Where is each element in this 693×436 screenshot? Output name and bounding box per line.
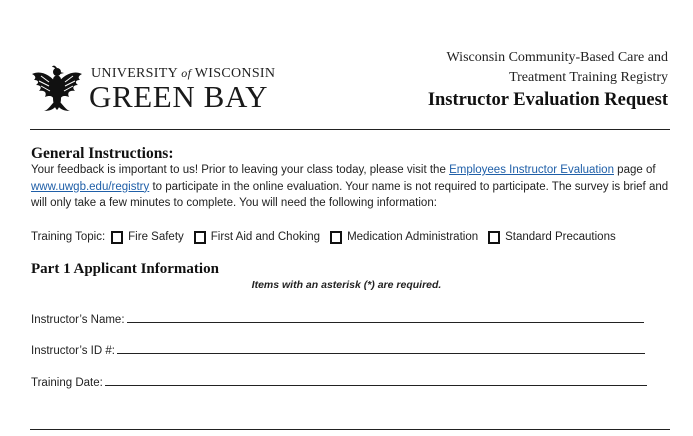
instructor-id-input[interactable] [117, 353, 645, 354]
logo-campus-name: GREEN BAY [89, 79, 269, 114]
part1-heading: Part 1 Applicant Information [31, 261, 219, 277]
instructor-name-field [31, 310, 644, 326]
checkbox-fire-safety[interactable] [111, 231, 123, 244]
topic-label-standard-precautions: Standard Precautions [505, 231, 616, 243]
phoenix-icon [30, 64, 84, 112]
general-instructions-heading: General Instructions: [31, 145, 174, 162]
header-line-1: Wisconsin Community-Based Care and [446, 50, 668, 65]
topic-fire-safety[interactable] [111, 231, 184, 244]
checkbox-standard-precautions[interactable] [488, 231, 500, 244]
instructor-name-label: Instructor’s Name: [31, 314, 125, 326]
topic-medication[interactable] [330, 231, 478, 244]
instructor-id-label: Instructor’s ID #: [31, 345, 115, 357]
training-date-label: Training Date: [31, 377, 103, 389]
registry-link[interactable]: www.uwgb.edu/registry [31, 180, 150, 193]
topic-label-medication: Medication Administration [347, 231, 479, 243]
training-topic-label: Training Topic: [31, 231, 106, 243]
document-title: Instructor Evaluation Request [427, 90, 668, 110]
instructions-text-b: page of [613, 164, 656, 176]
document-header [428, 48, 668, 112]
instructions-paragraph [31, 162, 671, 212]
header-line-2: Treatment Training Registry [509, 70, 668, 85]
instructor-name-input[interactable] [127, 322, 644, 323]
instructions-text-c: to participate in the online evaluation. Your name is not required to participate. The survey is brief and will only take a few minutes to complete. You will need the following information: [31, 180, 669, 209]
training-topic-row [31, 228, 616, 246]
topic-first-aid[interactable] [194, 231, 320, 244]
checkbox-first-aid[interactable] [194, 231, 206, 244]
uwgb-logo [30, 62, 276, 114]
checkbox-medication[interactable] [330, 231, 342, 244]
training-date-input[interactable] [105, 385, 647, 386]
topic-standard-precautions[interactable] [488, 231, 616, 244]
topic-label-fire-safety: Fire Safety [128, 231, 184, 243]
training-date-field [31, 373, 647, 389]
header-divider [30, 129, 670, 130]
logo-university-line: UNIVERSITY of WISCONSIN [91, 66, 276, 81]
required-note: Items with an asterisk (*) are required. [251, 279, 442, 291]
instructions-text-a: Your feedback is important to us! Prior to leaving your class today, please visit the [31, 164, 450, 176]
footer-divider [30, 429, 670, 430]
evaluation-link[interactable]: Employees Instructor Evaluation [449, 164, 614, 176]
topic-label-first-aid: First Aid and Choking [210, 231, 321, 243]
instructor-id-field [31, 341, 645, 357]
